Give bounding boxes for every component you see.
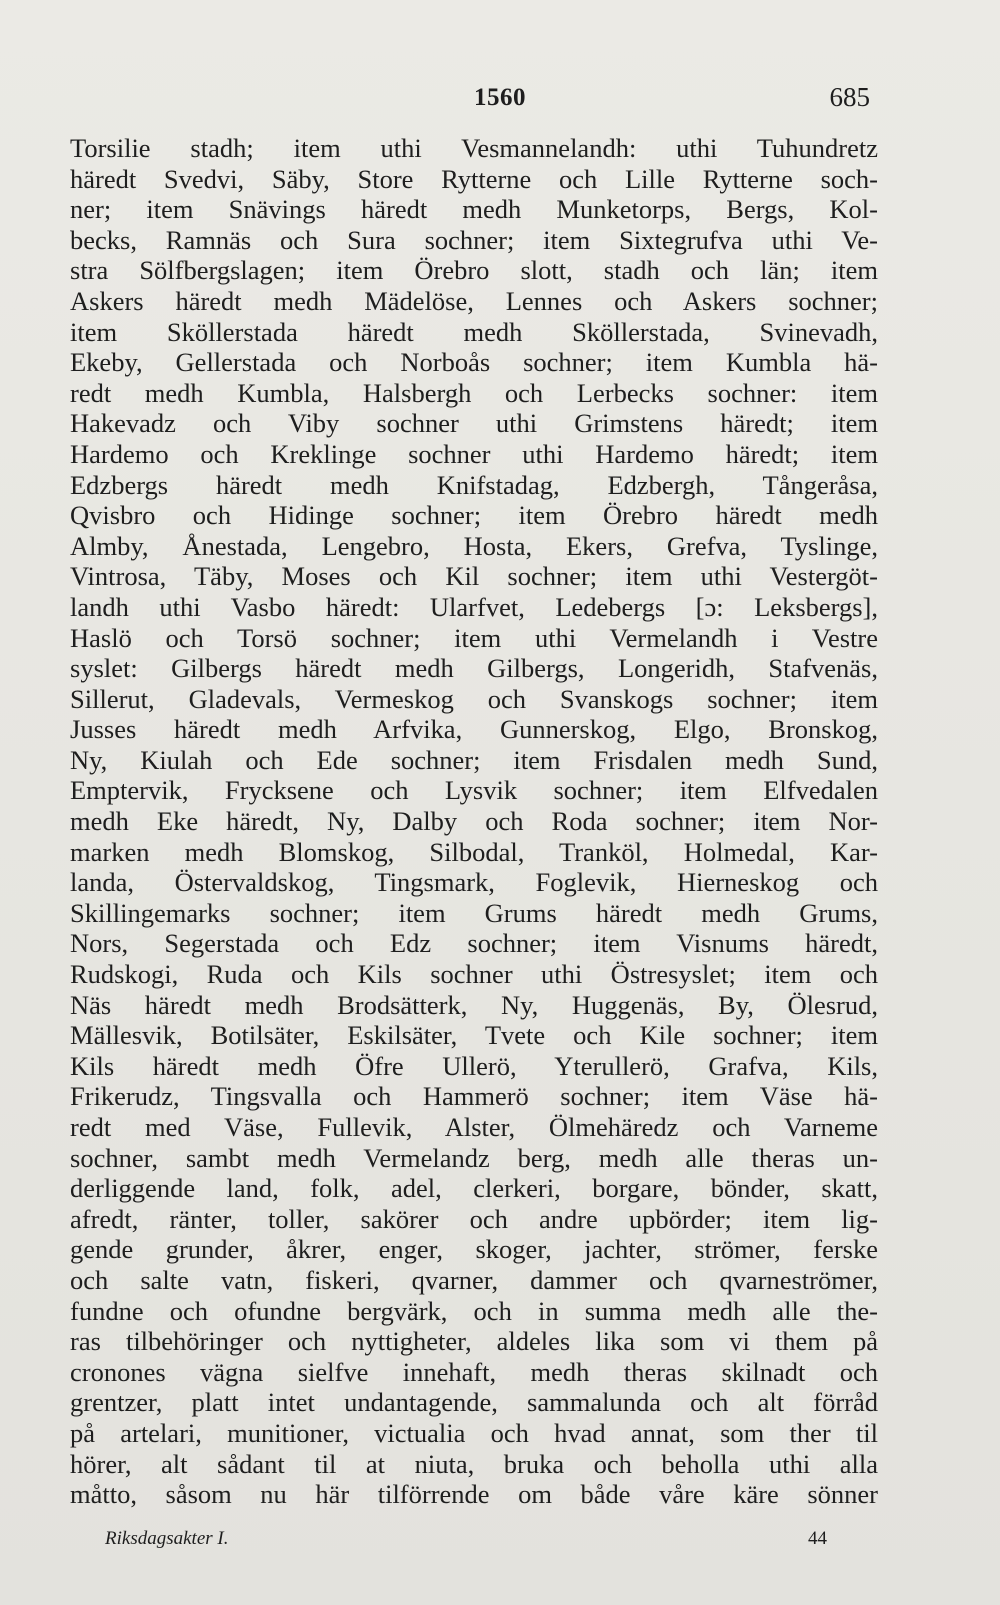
- page-year-heading: 1560: [474, 84, 526, 111]
- sheet-number: 44: [808, 1528, 827, 1549]
- text-line: landh uthi Vasbo häredt: Ularfvet, Ledebergs [ɔ: Leksbergs],: [70, 591, 878, 622]
- text-line: Kils häredt medh Öfre Ullerö, Yterullerö, Grafva, Kils,: [70, 1050, 878, 1081]
- text-line: Torsilie stadh; item uthi Vesmannelandh: uthi Tuhundretz: [70, 133, 878, 163]
- text-line: hörer, alt sådant til at niuta, bruka och beholla uthi alla: [70, 1448, 878, 1479]
- text-line: redt medh Kumbla, Halsbergh och Lerbecks sochner: item: [70, 377, 878, 408]
- text-line: cronones vägna sielfve innehaft, medh theras skilnadt och: [70, 1356, 878, 1387]
- text-line: Frikerudz, Tingsvalla och Hammerö sochner; item Väse hä-: [70, 1081, 878, 1112]
- source-footer: Riksdagsakter I.: [105, 1528, 229, 1549]
- text-line: Askers häredt medh Mädelöse, Lennes och Askers sochner;: [70, 285, 878, 316]
- text-line: Mällesvik, Botilsäter, Eskilsäter, Tvete och Kile sochner; item: [70, 1020, 878, 1051]
- text-line: becks, Ramnäs och Sura sochner; item Sixtegrufva uthi Ve-: [70, 224, 878, 255]
- text-line: ras tilbehöringer och nyttigheter, aldeles lika som vi them på: [70, 1326, 878, 1357]
- text-line: Jusses häredt medh Arfvika, Gunnerskog, Elgo, Bronskog,: [70, 714, 878, 745]
- text-line: Emptervik, Frycksene och Lysvik sochner; item Elfvedalen: [70, 775, 878, 806]
- text-line: derliggende land, folk, adel, clerkeri, borgare, bönder, skatt,: [70, 1173, 878, 1204]
- text-line: redt med Väse, Fullevik, Alster, Ölmehäredz och Varneme: [70, 1112, 878, 1142]
- text-line: Haslö och Torsö sochner; item uthi Vermelandh i Vestre: [70, 622, 878, 653]
- text-line: fundne och ofundne bergvärk, och in summa medh alle the-: [70, 1295, 878, 1326]
- text-line: medh Eke häredt, Ny, Dalby och Roda sochner; item Nor-: [70, 806, 878, 837]
- text-line: syslet: Gilbergs häredt medh Gilbergs, Longeridh, Stafvenäs,: [70, 653, 878, 684]
- text-line: sochner, sambt medh Vermelandz berg, medh alle theras un-: [70, 1142, 878, 1173]
- text-line: Näs häredt medh Brodsätterk, Ny, Huggenäs, By, Ölesrud,: [70, 989, 878, 1020]
- text-line: item Sköllerstada häredt medh Sköllerstada, Svinevadh,: [70, 316, 878, 347]
- text-line: häredt Svedvi, Säby, Store Rytterne och Lille Rytterne soch-: [70, 163, 878, 194]
- text-line: måtto, såsom nu här tilförrende om både våre käre sönner: [70, 1479, 878, 1510]
- text-line: Ny, Kiulah och Ede sochner; item Frisdalen medh Sund,: [70, 744, 878, 775]
- text-line: på artelari, munitioner, victualia och hvad annat, som ther til: [70, 1417, 878, 1448]
- text-line: och salte vatn, fiskeri, qvarner, dammer och qvarneströmer,: [70, 1264, 878, 1295]
- text-line: Almby, Ånestada, Lengebro, Hosta, Ekers, Grefva, Tyslinge,: [70, 530, 878, 561]
- text-line: Nors, Segerstada och Edz sochner; item Visnums häredt,: [70, 928, 878, 959]
- page-number: 685: [829, 82, 870, 112]
- text-line: ner; item Snävings häredt medh Munketorps, Bergs, Kol-: [70, 194, 878, 225]
- text-line: landa, Östervaldskog, Tingsmark, Foglevik, Hierneskog och: [70, 867, 878, 898]
- text-line: Skillingemarks sochner; item Grums häredt medh Grums,: [70, 897, 878, 928]
- text-line: gende grunder, åkrer, enger, skoger, jachter, strömer, ferske: [70, 1234, 878, 1265]
- text-line: marken medh Blomskog, Silbodal, Tranköl, Holmedal, Kar-: [70, 836, 878, 867]
- text-line: Hakevadz och Viby sochner uthi Grimstens häredt; item: [70, 408, 878, 439]
- text-line: Sillerut, Gladevals, Vermeskog och Svanskogs sochner; item: [70, 683, 878, 714]
- text-line: Rudskogi, Ruda och Kils sochner uthi Östresyslet; item och: [70, 959, 878, 990]
- text-line: Vintrosa, Täby, Moses och Kil sochner; item uthi Vestergöt-: [70, 561, 878, 592]
- text-line: stra Sölfbergslagen; item Örebro slott, stadh och län; item: [70, 255, 878, 286]
- text-line: Ekeby, Gellerstada och Norboås sochner; item Kumbla hä-: [70, 347, 878, 378]
- text-line: Qvisbro och Hidinge sochner; item Örebro häredt medh: [70, 500, 878, 531]
- text-line: afredt, ränter, toller, sakörer och andre upbörder; item lig-: [70, 1203, 878, 1234]
- text-line: Hardemo och Kreklinge sochner uthi Hardemo häredt; item: [70, 438, 878, 469]
- body-text: [70, 133, 878, 1510]
- text-line: Edzbergs häredt medh Knifstadag, Edzbergh, Tångeråsa,: [70, 469, 878, 500]
- text-line: grentzer, platt intet undantagende, sammalunda och alt förråd: [70, 1387, 878, 1418]
